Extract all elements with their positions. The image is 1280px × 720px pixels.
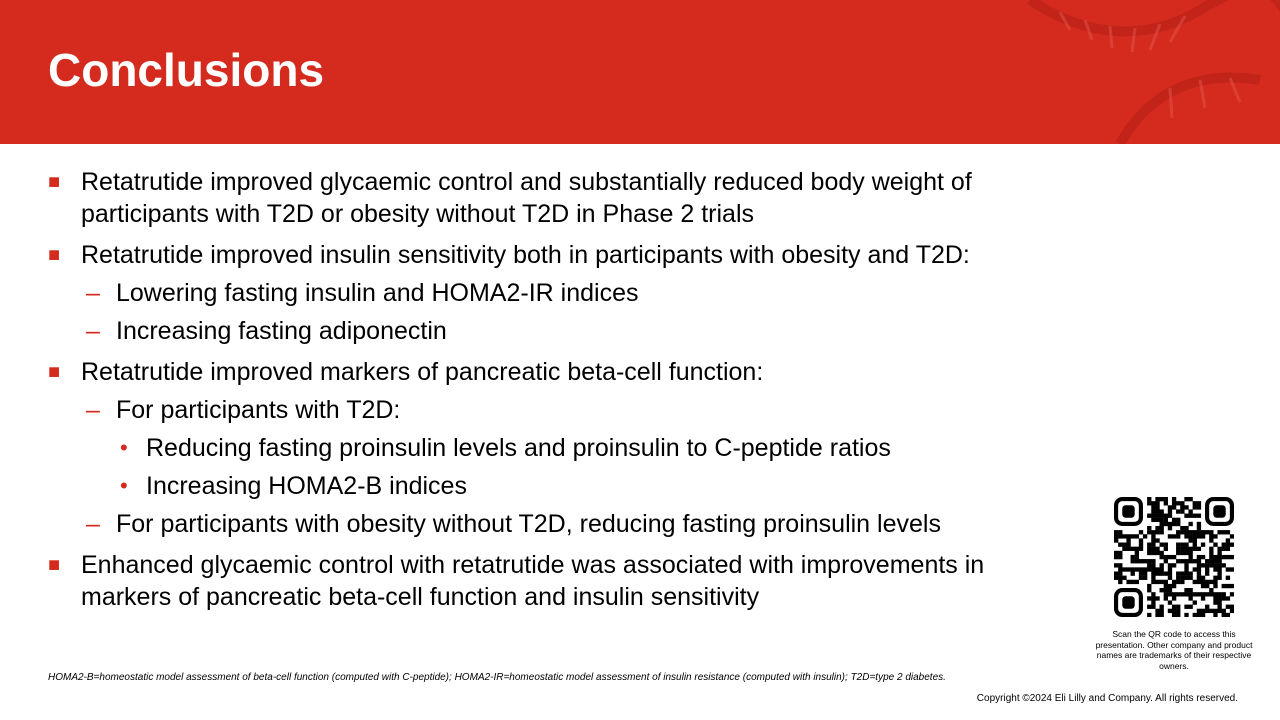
bullet-marker: – [86,279,100,307]
bullet-marker: • [120,473,128,498]
bullet-text: Retatrutide improved insulin sensitivity both in participants with obesity and T2D: [81,241,970,269]
bullet-text: Retatrutide improved markers of pancreatic beta-cell function: [81,358,764,386]
bullet-text: Increasing fasting adiponectin [116,317,447,345]
bullet-level-1 [48,356,1058,388]
bullet-level-1 [48,549,1058,613]
bullet-marker: – [86,317,100,345]
qr-caption: Scan the QR code to access this presentation. Other company and product names are trademarks of their respective owners. [1095,629,1253,671]
bullet-level-3 [48,432,1058,464]
bullet-level-2 [48,315,1058,347]
bullet-text: Enhanced glycaemic control with retatrutide was associated with improvements in markers of pancreatic beta-cell function and insulin sensitivity [81,551,985,611]
title-banner [0,0,1280,144]
bullet-level-2 [48,277,1058,309]
bullet-text: Increasing HOMA2-B indices [146,472,467,500]
bullet-text: Reducing fasting proinsulin levels and proinsulin to C-peptide ratios [146,434,891,462]
bullet-marker: – [86,396,100,424]
qr-code-icon[interactable] [1114,497,1234,617]
bullet-text: For participants with obesity without T2D, reducing fasting proinsulin levels [116,510,941,538]
dna-helix-icon [1000,0,1280,144]
bullet-text: For participants with T2D: [116,396,401,424]
bullet-level-2 [48,508,1058,540]
bullet-marker: ■ [48,361,61,383]
bullet-level-1 [48,166,1058,230]
page-title: Conclusions [48,44,325,96]
bullet-text: Retatrutide improved glycaemic control and substantially reduced body weight of participants with T2D or obesity without T2D in Phase 2 trials [81,168,972,228]
bullet-marker: ■ [48,244,61,266]
bullet-level-2 [48,394,1058,426]
bullet-marker: – [86,510,100,538]
bullet-marker: ■ [48,171,61,193]
bullet-text: Lowering fasting insulin and HOMA2-IR indices [116,279,639,307]
copyright: Copyright ©2024 Eli Lilly and Company. All rights reserved. [976,693,1238,704]
bullet-level-1 [48,239,1058,271]
bullet-marker: • [120,435,128,460]
bullet-marker: ■ [48,554,61,576]
conclusions-list [48,166,1058,613]
bullet-level-3 [48,470,1058,502]
footnote: HOMA2-B=homeostatic model assessment of beta-cell function (computed with C-peptide); HOMA2-IR=homeostatic model assessment of insulin resistance (computed with insulin); T2D=type 2 diabetes. [48,672,946,683]
